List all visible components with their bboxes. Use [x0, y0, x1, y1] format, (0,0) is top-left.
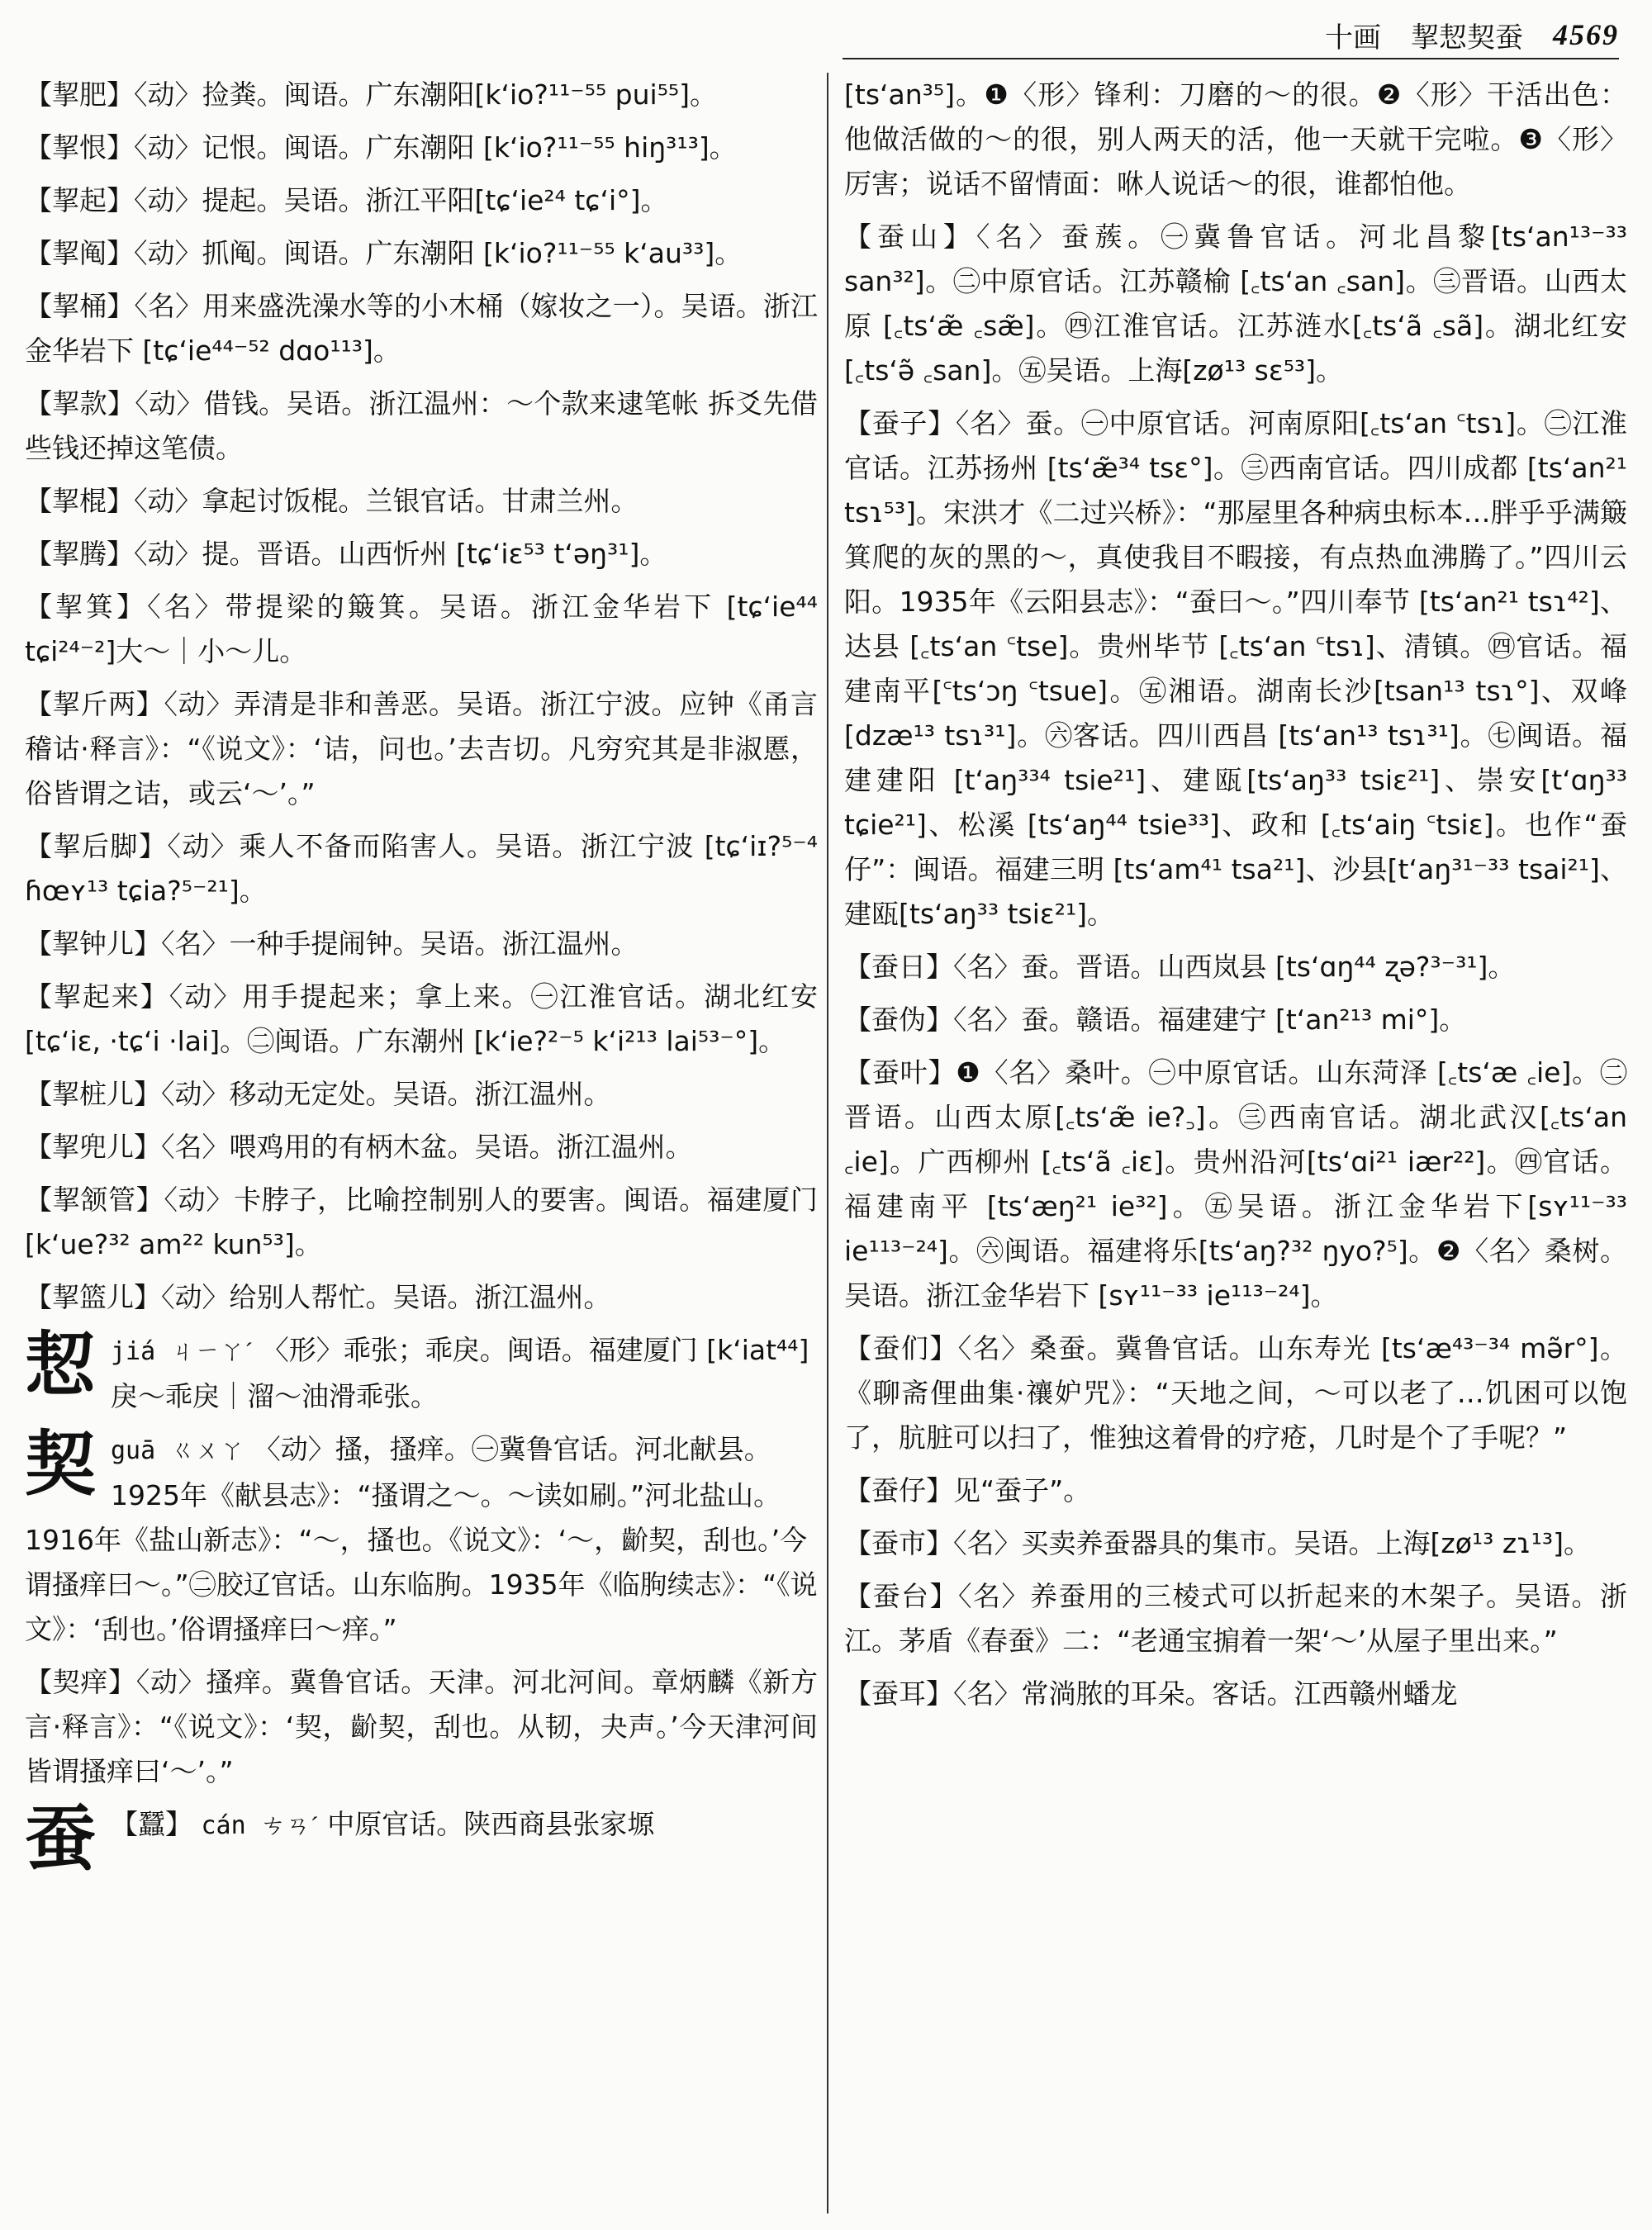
- headchar-entry-can: [25, 1797, 818, 1881]
- left-column: [25, 73, 818, 2213]
- header-section: 十画: [1325, 21, 1381, 55]
- header-rule: [843, 58, 1619, 59]
- pinyin: jiá ㄐㄧㄚˊ: [111, 1337, 254, 1366]
- dictionary-entry: 【挈钟儿】〈名〉一种手提闹钟。吴语。浙江温州。: [25, 928, 638, 960]
- dictionary-entry: 【挈斤两】〈动〉弄清是非和善恶。吴语。浙江宁波。应钟《甬言稽诂·释言》：“《说文》：‘诘，问也。’去吉切。凡穷究其是非淑慝，俗皆谓之诘，或云‘～’。”: [25, 688, 818, 809]
- definition: 〈形〉乖张；乖戾。闽语。福建厦门 [k‘iat⁴⁴] 戾～乖戾｜溜～油滑乖张。: [111, 1334, 809, 1412]
- dictionary-entry: 【挈兜儿】〈名〉喂鸡用的有柄木盆。吴语。浙江温州。: [25, 1131, 693, 1163]
- dictionary-entry: 【挈颔管】〈动〉卡脖子，比喻控制别人的要害。闽语。福建厦门[k‘ue?³² am²² kun⁵³]。: [25, 1184, 818, 1260]
- column-divider: [827, 73, 828, 2213]
- dictionary-entry: 【挈阄】〈动〉抓阄。闽语。广东潮阳 [k‘io?¹¹⁻⁵⁵ k‘au³³]。: [25, 237, 743, 269]
- dictionary-entry: 【蚕耳】〈名〉常淌脓的耳朵。客话。江西赣州蟠龙: [844, 1677, 1458, 1710]
- headchar: 恝: [25, 1323, 96, 1407]
- pinyin: cán ㄘㄢˊ: [201, 1811, 319, 1840]
- dictionary-entry: 【挈起来】〈动〉用手提起来；拿上来。㊀江淮官话。湖北红安[tɕ‘iɛ, ·tɕ‘i ·lai]。㊁闽语。广东潮州 [k‘ie?²⁻⁵ k‘i²¹³ lai⁵³⁻°]。: [25, 980, 818, 1057]
- traditional-form: 【蠶】: [111, 1808, 192, 1840]
- dictionary-entry: 【蚕们】〈名〉桑蚕。冀鲁官话。山东寿光 [ts‘æ⁴³⁻³⁴ mə̃r°]。《聊斋俚曲集·禳妒咒》：“天地之间，～可以老了…饥困可以饱了，肮脏可以扫了，惟独这着骨的疗疮，几时是个了手呢？”: [844, 1332, 1627, 1454]
- dictionary-entry: 【蚕叶】❶〈名〉桑叶。㊀中原官话。山东菏泽 [꜀ts‘æ ꜀ie]。㊁晋语。山西太原[꜀ts‘æ̃ ie?꜆]。㊂西南官话。湖北武汉[꜀ts‘an ꜀ie]。广西柳州 [꜀ts‘ã ꜀iɛ]。贵州沿河[ts‘ɑi²¹ iær²²]。㊃官话。福建南平 [ts‘æŋ²¹ ie³²]。㊄吴语。浙江金华岩下[sʏ¹¹⁻³³ ie¹¹³⁻²⁴]。㊅闽语。福建将乐[ts‘aŋ?³² ŋyo?⁵]。❷〈名〉桑树。吴语。浙江金华岩下 [sʏ¹¹⁻³³ ie¹¹³⁻²⁴]。: [844, 1056, 1627, 1312]
- dictionary-entry: 【蚕仔】见“蚕子”。: [844, 1474, 1091, 1506]
- headchar-entry-gua: [25, 1422, 818, 1652]
- dictionary-entry: [ts‘an³⁵]。❶〈形〉锋利：刀磨的～的很。❷〈形〉干活出色：他做活做的～的很，别人两天的活，他一天就干完啦。❸〈形〉厉害；说话不留情面：咻人说话～的很，谁都怕他。: [844, 78, 1627, 200]
- headchar: 蚕: [25, 1797, 96, 1881]
- running-header: [876, 15, 1619, 55]
- dictionary-entry: 【蚕山】〈名〉蚕蔟。㊀冀鲁官话。河北昌黎[ts‘an¹³⁻³³ san³²]。㊁中原官话。江苏赣榆 [꜀ts‘an ꜀san]。㊂晋语。山西太原 [꜀ts‘æ̃ ꜀sæ̃]。㊃江淮官话。江苏涟水[꜀ts‘ã ꜀sã]。湖北红安[꜀ts‘ə̃ ꜀san]。㊄吴语。上海[zø¹³ sɛ⁵³]。: [844, 221, 1627, 387]
- dictionary-entry: 【蚕台】〈名〉养蚕用的三棱式可以折起来的木架子。吴语。浙江。茅盾《春蚕》二：“老通宝掮着一架‘～’从屋子里出来。”: [844, 1580, 1627, 1657]
- header-characters: 挈恝契蚕: [1411, 21, 1523, 55]
- dictionary-entry: 【挈篮儿】〈动〉给别人帮忙。吴语。浙江温州。: [25, 1281, 611, 1313]
- page-number: 4569: [1553, 18, 1619, 51]
- dictionary-entry: 【挈恨】〈动〉记恨。闽语。广东潮阳 [k‘io?¹¹⁻⁵⁵ hiŋ³¹³]。: [25, 131, 737, 164]
- dictionary-entry: 【挈箕】〈名〉带提梁的簸箕。吴语。浙江金华岩下 [tɕ‘ie⁴⁴ tɕi²⁴⁻²]大～｜小～儿。: [25, 591, 818, 667]
- dictionary-entry: 【蚕伪】〈名〉蚕。赣语。福建建宁 [t‘an²¹³ mi°]。: [844, 1004, 1467, 1036]
- headchar: 契: [25, 1422, 96, 1506]
- pinyin: guā ㄍㄨㄚ: [111, 1436, 245, 1465]
- dictionary-entry: 【挈肥】〈动〉捡粪。闽语。广东潮阳[k‘io?¹¹⁻⁵⁵ pui⁵⁵]。: [25, 78, 718, 111]
- dictionary-entry: 【契痒】〈动〉搔痒。冀鲁官话。天津。河北河间。章炳麟《新方言·释言》：“《说文》：‘契，齘契，刮也。从韧，夬声。’今天津河间皆谓搔痒曰‘～’。”: [25, 1666, 818, 1787]
- dictionary-entry: 【挈起】〈动〉提起。吴语。浙江平阳[tɕ‘ie²⁴ tɕ‘i°]。: [25, 184, 668, 216]
- definition: 中原官话。陕西商县张家塬: [327, 1808, 655, 1840]
- dictionary-entry: 【挈桩儿】〈动〉移动无定处。吴语。浙江温州。: [25, 1078, 611, 1110]
- headchar-entry-jia: [25, 1323, 818, 1419]
- dictionary-entry: 【蚕子】〈名〉蚕。㊀中原官话。河南原阳[꜀ts‘an ꜂tsɿ]。㊁江淮官话。江苏扬州 [ts‘æ̃³⁴ tsɛ°]。㊂西南官话。四川成都 [ts‘an²¹ tsɿ⁵³]。宋洪才《二过兴桥》：“那屋里各种病虫标本…胖乎乎满簸箕爬的灰的黑的～，真使我目不暇接，有点热血沸腾了。”四川云阳。1935年《云阳县志》：“蚕曰～。”四川奉节 [ts‘an²¹ tsɿ⁴²]、达县 [꜀ts‘an ꜂tse]。贵州毕节 [꜀ts‘an ꜂tsɿ]、清镇。㊃官话。福建南平[꜂ts‘ɔŋ ꜂tsue]。㊄湘语。湖南长沙[tsan¹³ tsɿ°]、双峰[dzæ¹³ tsɿ³¹]。㊅客话。四川西昌 [ts‘an¹³ tsɿ³¹]。㊆闽语。福建建阳 [t‘aŋ³³⁴ tsie²¹]、建瓯[ts‘aŋ³³ tsiɛ²¹]、崇安[t‘ɑŋ³³ tɕie²¹]、松溪 [ts‘aŋ⁴⁴ tsie³³]、政和 [꜀ts‘aiŋ ꜂tsiɛ]。也作“蚕仔”：闽语。福建三明 [ts‘am⁴¹ tsa²¹]、沙县[t‘aŋ³¹⁻³³ tsai²¹]、建瓯[ts‘aŋ³³ tsiɛ²¹]。: [844, 407, 1627, 930]
- definition: 〈动〉搔，搔痒。㊀冀鲁官话。河北献县。1925年《献县志》：“搔谓之～。～读如刷。”河北盐山。1916年《盐山新志》：“～，搔也。《说文》：‘～，齘契，刮也。’今谓搔痒曰～。”㊁胶辽官话。山东临朐。1935年《临朐续志》：“《说文》：‘刮也。’俗谓搔痒曰～痒。”: [25, 1433, 818, 1645]
- dictionary-entry: 【挈腾】〈动〉提。晋语。山西忻州 [tɕ‘iɛ⁵³ t‘əŋ³¹]。: [25, 538, 667, 570]
- dictionary-entry: 【蚕市】〈名〉买卖养蚕器具的集市。吴语。上海[zø¹³ zɿ¹³]。: [844, 1527, 1591, 1559]
- dictionary-entry: 【蚕日】〈名〉蚕。晋语。山西岚县 [ts‘ɑŋ⁴⁴ ʐə?³⁻³¹]。: [844, 951, 1516, 983]
- dictionary-entry: 【挈棍】〈动〉拿起讨饭棍。兰银官话。甘肃兰州。: [25, 485, 638, 517]
- dictionary-entry: 【挈桶】〈名〉用来盛洗澡水等的小木桶（嫁妆之一）。吴语。浙江金华岩下 [tɕ‘ie⁴⁴⁻⁵² dɑo¹¹³]。: [25, 290, 818, 367]
- right-column: [844, 73, 1627, 2213]
- dictionary-entry: 【挈后脚】〈动〉乘人不备而陷害人。吴语。浙江宁波 [tɕ‘iɪ?⁵⁻⁴ ɦœʏ¹³ tɕia?⁵⁻²¹]。: [25, 830, 818, 907]
- dictionary-entry: 【挈款】〈动〉借钱。吴语。浙江温州：～个款来逮笔帐 拆爻先借些钱还掉这笔债。: [25, 387, 818, 464]
